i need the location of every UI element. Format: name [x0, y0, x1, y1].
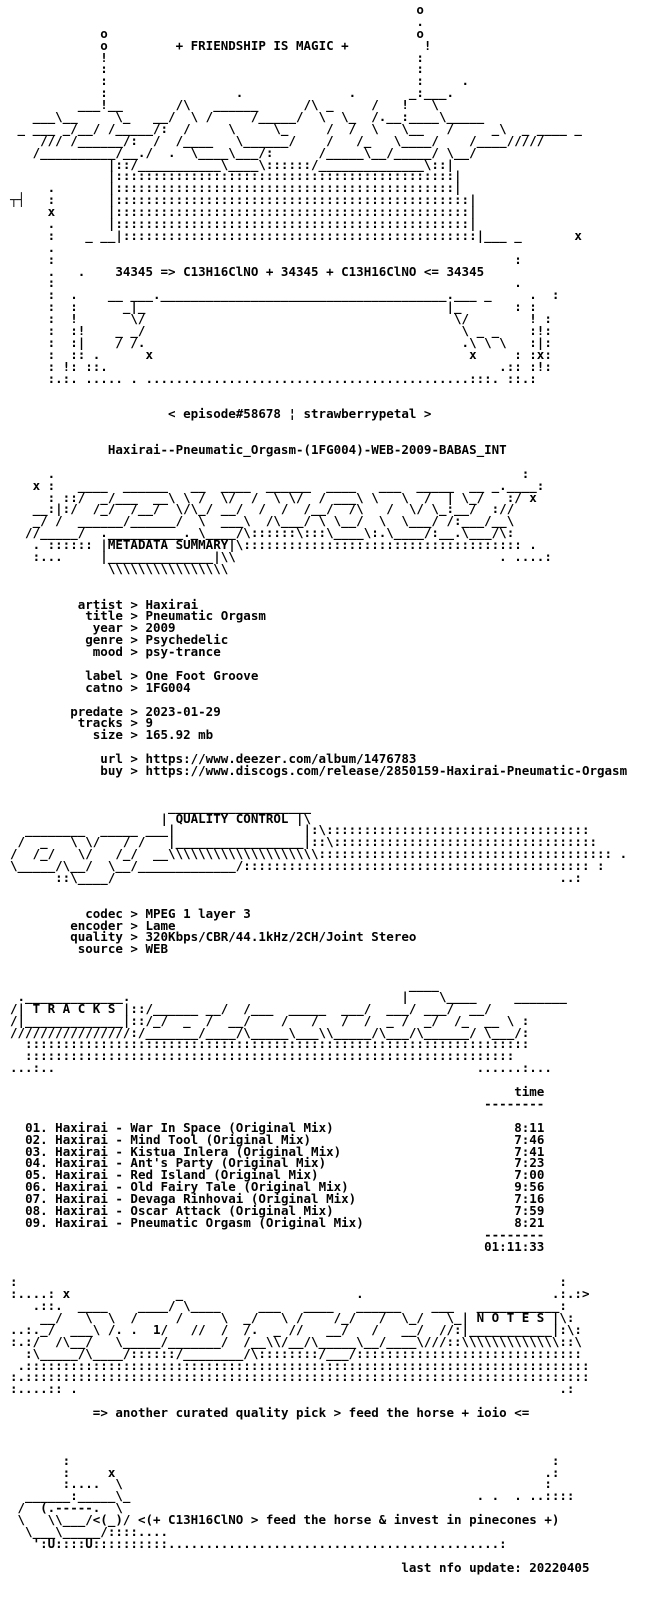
art-line: : .	[10, 275, 522, 291]
track-name: Haxirai - Devaga Rinhovai (Original Mix)	[55, 1191, 357, 1207]
art-line: x : ____ ______ __ ____ ______ ____ ___ _____ __ _.____:	[10, 477, 545, 493]
art-line	[10, 777, 672, 789]
art-line: ___________________	[10, 798, 312, 814]
art-line: | QUALITY CONTROL |\	[10, 810, 312, 826]
art-line: source > WEB	[10, 941, 169, 957]
metadata-buy[interactable]: https://www.discogs.com/release/2850159-Haxirai-Pneumatic-Orgasm	[145, 763, 628, 778]
art-line: .:::::::::::::::::::::::::::::::::::::::::::::::::::::::::::::::::::::::::::	[10, 1357, 590, 1373]
art-line: / (.-----. \	[10, 1500, 123, 1516]
metadata-label: One Foot Groove	[145, 667, 259, 683]
art-line: year > 2009	[10, 620, 176, 636]
art-line: |:::::::::::::::::::::::::::::::::::::::::::::|	[10, 168, 462, 184]
art-line: /| T R A C K S |::/______ __/ /___ _____ ___/ ___/ ___/ __/	[10, 1000, 492, 1016]
track-time: 7:23	[514, 1155, 545, 1171]
quality-codec: MPEG 1 layer 3	[145, 905, 251, 921]
art-line: _/ / ______/______/ \ ___\ /\___/ \ \__/ \ \___/ /:___/__\	[10, 513, 515, 529]
art-line	[10, 408, 672, 420]
art-line: tracks > 9	[10, 715, 153, 731]
art-line: :.... \ :	[10, 1476, 552, 1492]
track-number: 03.	[25, 1143, 48, 1159]
art-line: :....: x _ . .:.:>	[10, 1286, 590, 1302]
art-line: .	[10, 239, 56, 255]
art-line	[10, 1407, 672, 1419]
track-name: Haxirai - Pneumatic Orgasm (Original Mix)	[55, 1214, 364, 1230]
track-number: 01.	[25, 1119, 48, 1135]
track-time: 7:41	[514, 1143, 545, 1159]
art-line: ._____________. | \____ _______	[10, 988, 567, 1004]
metadata-size: 165.92 mb	[145, 727, 214, 743]
art-line: \_____/\__/ \__/_____________/:::::::::::::::::::::::::::::::::::::::::::::: :	[10, 858, 605, 874]
art-line: :....:: . .:	[10, 1381, 575, 1397]
quality-section-title: QUALITY CONTROL	[175, 810, 289, 826]
art-line: size > 165.92 mb	[10, 727, 214, 743]
track-time: 8:21	[514, 1214, 545, 1230]
metadata-genre: Psychedelic	[145, 632, 229, 648]
art-line: label > One Foot Groove	[10, 667, 259, 683]
art-line: : _ __|:::::::::::::::::::::::::::::::::::::::::::::::|___ _ x	[10, 227, 582, 243]
art-line: : . __ ___.______________________________________.___ _ . :	[10, 287, 560, 303]
metadata-section-title: METADATA SUMMARY	[107, 537, 229, 553]
art-line: : :	[10, 251, 522, 267]
track-name: Haxirai - Red Island (Original Mix)	[55, 1167, 319, 1183]
art-line: : : _|_ |_ : :	[10, 299, 537, 315]
quality-source: WEB	[145, 941, 169, 957]
art-line: ':U::::U::::::::::............................................:	[10, 1535, 507, 1551]
art-line: catno > 1FG004	[10, 679, 191, 695]
art-line: :.:/ /\__/ \_____/_______/ /__\\/__/\_____\__/____\///::\\\\\\\\\\\\\::\	[10, 1333, 582, 1349]
art-line: : :! _ _/ \ _ _ :!:	[10, 323, 552, 339]
release-name: Haxirai--Pneumatic_Orgasm-(1FG004)-WEB-2009-BABAS_INT	[107, 441, 507, 457]
quality-encoder: Lame	[145, 917, 176, 933]
notes-text: => another curated quality pick > feed the horse + ioio <=	[92, 1405, 530, 1421]
tracks-total: 01:11:33	[484, 1238, 545, 1254]
art-line	[10, 441, 672, 457]
art-line: : ! \/ \/ ! :	[10, 311, 552, 327]
track-name: Haxirai - Old Fairy Tale (Original Mix)	[55, 1179, 349, 1195]
track-name: Haxirai - Mind Tool (Original Mix)	[55, 1131, 312, 1147]
art-line: .	[10, 13, 424, 29]
metadata-mood: psy-trance	[145, 644, 221, 660]
art-line: o	[10, 2, 424, 17]
art-line: : ::/ _/___ __\ \ / \/ / \ \/ / ___\ \ \ / | \_/ :/ x	[10, 489, 537, 505]
art-line: buy > https://www.discogs.com/release/2850159-Haxirai-Pneumatic-Orgasm	[10, 763, 628, 778]
art-line: url > https://www.deezer.com/album/1476783	[10, 751, 417, 767]
art-line: ...:.. ......:...	[10, 1060, 552, 1076]
metadata-predate: 2023-01-29	[145, 703, 221, 719]
art-line	[10, 420, 672, 432]
art-line	[10, 884, 672, 896]
track-number: 05.	[25, 1167, 48, 1183]
track-time: 8:11	[514, 1119, 545, 1135]
art-line	[10, 575, 672, 587]
track-number: 08.	[25, 1202, 48, 1218]
art-line: : : .	[10, 73, 470, 89]
art-line: //_____/ .__________._\____/\::::::\:::\____\:.\____/:__.\___/\:	[10, 525, 515, 541]
metadata-year: 2009	[145, 620, 176, 636]
art-line: /|_____________|::/_/ _ / __/ / / / / _ / _/ /_ __ \ :	[10, 1012, 530, 1028]
tracks-time-header: time	[514, 1084, 545, 1100]
art-line: :.:::::::::::::::::::::::::::::::::::::::::::::::::::::::::::::::::::::::::::	[10, 1369, 590, 1385]
footer-tagline: <(+ C13H16ClNO > feed the horse & invest in pinecones +)	[137, 1512, 560, 1528]
quality-quality: 320Kbps/CBR/44.1kHz/2CH/Joint Stereo	[145, 929, 417, 945]
art-line: . . 34345 => C13H16ClNO + 34345 + C13H16ClNO <= 34345	[10, 263, 485, 279]
track-name: Haxirai - War In Space (Original Mix)	[55, 1119, 334, 1135]
track-number: 09.	[25, 1214, 48, 1230]
art-line: :.:. ..... . ...........................................:::. ::.:	[10, 370, 537, 386]
art-line: --------	[10, 1095, 545, 1111]
art-line: : :	[10, 1452, 560, 1468]
art-line: ! :	[10, 49, 424, 65]
art-line: : :| / /. .\ \ \ :|:	[10, 334, 552, 350]
art-line: ┬┤ : |:::::::::::::::::::::::::::::::::::::::::::::::|	[10, 192, 477, 208]
art-line: . |:::::::::::::::::::::::::::::::::::::::::::::|	[10, 180, 462, 196]
track-time: 9:56	[514, 1179, 545, 1195]
art-line: : :	[10, 61, 424, 77]
art-line: \ \\___/<(_)/ <(+ C13H16ClNO > feed the horse & invest in pinecones +)	[10, 1512, 560, 1528]
track-name: Haxirai - Oscar Attack (Original Mix)	[55, 1202, 334, 1218]
art-line: ////////////////:/_______/____/\_____\___\\_____/\___/\______/ \___/:	[10, 1024, 530, 1040]
art-line: o + FRIENDSHIP IS MAGIC + !	[10, 37, 432, 53]
art-line: codec > MPEG 1 layer 3	[10, 905, 251, 921]
art-line: /// /______/: / /____ \______/ / /_ \____/ /____/////	[10, 132, 545, 148]
metadata-url[interactable]: https://www.deezer.com/album/1476783	[145, 751, 417, 767]
art-line: ______:_____\_ . . . ..::::	[10, 1488, 575, 1504]
track-time: 7:16	[514, 1191, 545, 1207]
track-time: 7:46	[514, 1131, 545, 1147]
art-line: : :	[10, 1274, 567, 1290]
art-line: : :: . x x : :x:	[10, 346, 552, 362]
art-line: :::::::::::::::::::::::::::::::::::::::::::::::::::::::::::::::::::	[10, 1036, 530, 1052]
art-line: ::\____/ ..:	[10, 870, 582, 886]
art-line: ________ _____ ___| |:\:::::::::::::::::::::::::::::::::::	[10, 822, 590, 838]
formula-line: 34345 => C13H16ClNO + 34345 + C13H16ClNO <= 34345	[115, 263, 485, 279]
art-line: predate > 2023-01-29	[10, 703, 221, 719]
notes-section-title: N O T E S	[476, 1309, 545, 1325]
episode-line: < episode#58678 ¦ strawberrypetal >	[168, 406, 432, 422]
last-update: last nfo update: 20220405	[401, 1559, 590, 1575]
metadata-title: Pneumatic Orgasm	[145, 608, 266, 624]
art-line: title > Pneumatic Orgasm	[10, 608, 266, 624]
art-line	[10, 1238, 672, 1254]
tracks-section-title: T R A C K S	[32, 1000, 116, 1016]
track-number: 06.	[25, 1179, 48, 1195]
art-line: _ ___ _/__/ /_____/: / \ \_ / / \ \__ / _\ _ ____ _	[10, 120, 582, 136]
art-line	[10, 385, 672, 397]
metadata-tracks: 9	[145, 715, 153, 731]
art-line: o o	[10, 25, 424, 41]
art-line: . :	[10, 465, 530, 481]
art-line: ___!__ /\ ______ /\ _ / ! \	[10, 97, 439, 113]
art-line	[10, 1559, 672, 1575]
art-line: / /_/ \/ /_/ __\\\\\\\\\\\\\\\\\\\\::::::::::::::::::::::::::::::::::::::: .	[10, 846, 628, 862]
art-line: encoder > Lame	[10, 917, 176, 933]
art-line: mood > psy-trance	[10, 644, 221, 660]
header-title: + FRIENDSHIP IS MAGIC +	[175, 37, 349, 53]
art-line: __:|:/ /_/ /__/ \/\_/ __/ / / /__/ /\ / \/ \_:__/ ://	[10, 501, 515, 517]
art-line: --------	[10, 1226, 545, 1242]
track-number: 04.	[25, 1155, 48, 1171]
art-line	[10, 1431, 672, 1443]
art-line: genre > Psychedelic	[10, 632, 229, 648]
metadata-artist: Haxirai	[145, 596, 199, 612]
art-line	[10, 1419, 672, 1431]
track-name: Haxirai - Ant's Party (Original Mix)	[55, 1155, 327, 1171]
track-number: 07.	[25, 1191, 48, 1207]
art-line: .::. ____ ____/ \____ ___ ____ ______ ___ ___________:	[10, 1298, 567, 1314]
art-line: : . . _:___.	[10, 85, 455, 101]
track-name: Haxirai - Kistua Inlera (Original Mix)	[55, 1143, 342, 1159]
art-line: :::::::::::::::::::::::::::::::::::::::::::::::::::::::::::::::::	[10, 1048, 515, 1064]
art-line: \\\\\\\\\\\\\\\\	[10, 560, 229, 576]
art-line: __/ \ \ / / \ _/ \ / /_/ / \_/ \_| N O T E S |\:	[10, 1309, 575, 1325]
art-line: ___\__ \_ __/ \ / /_____/ \ \_ /.__:____\_____	[10, 109, 485, 125]
art-line: :\_____/\____/::::::/________/\::::::::/___/::::::::::::::::::::::::::::::	[10, 1345, 582, 1361]
art-line: /__________/__./ . \____\___/: /_____\__/_____/ \__/	[10, 144, 477, 160]
art-line: quality > 320Kbps/CBR/44.1kHz/2CH/Joint Stereo	[10, 929, 417, 945]
track-time: 7:59	[514, 1202, 545, 1218]
track-time: 7:00	[514, 1167, 545, 1183]
art-line: ..:._/ ___\ /. . 1/ // / /. _ // __/ / __/ //:|___________|:\:	[10, 1321, 582, 1337]
art-line: :... |______________|\\ . ....:	[10, 548, 552, 564]
art-line: : x .:	[10, 1464, 560, 1480]
art-line: . |:::::::::::::::::::::::::::::::::::::::::::::::|	[10, 216, 477, 232]
art-line	[10, 955, 672, 967]
art-line: ____	[10, 977, 439, 993]
art-line: . :::::: |METADATA SUMMARY|\::::::::::::::::::::::::::::::::::::: .	[10, 537, 537, 553]
art-line: artist > Haxirai	[10, 596, 199, 612]
metadata-catno: 1FG004	[145, 679, 191, 695]
art-line	[10, 1253, 672, 1265]
art-line: : !: ::. .:: :!:	[10, 358, 552, 374]
art-line: \___\_____/::::....	[10, 1524, 169, 1539]
track-number: 02.	[25, 1131, 48, 1147]
art-line: x |:::::::::::::::::::::::::::::::::::::::::::::::|	[10, 204, 477, 220]
art-line: |::/___________\____\::::::/______________\::|	[10, 156, 455, 172]
art-line: / _ \ \/ / / |_________________|::\:::::::::::::::::::::::::::::::::::	[10, 834, 597, 850]
